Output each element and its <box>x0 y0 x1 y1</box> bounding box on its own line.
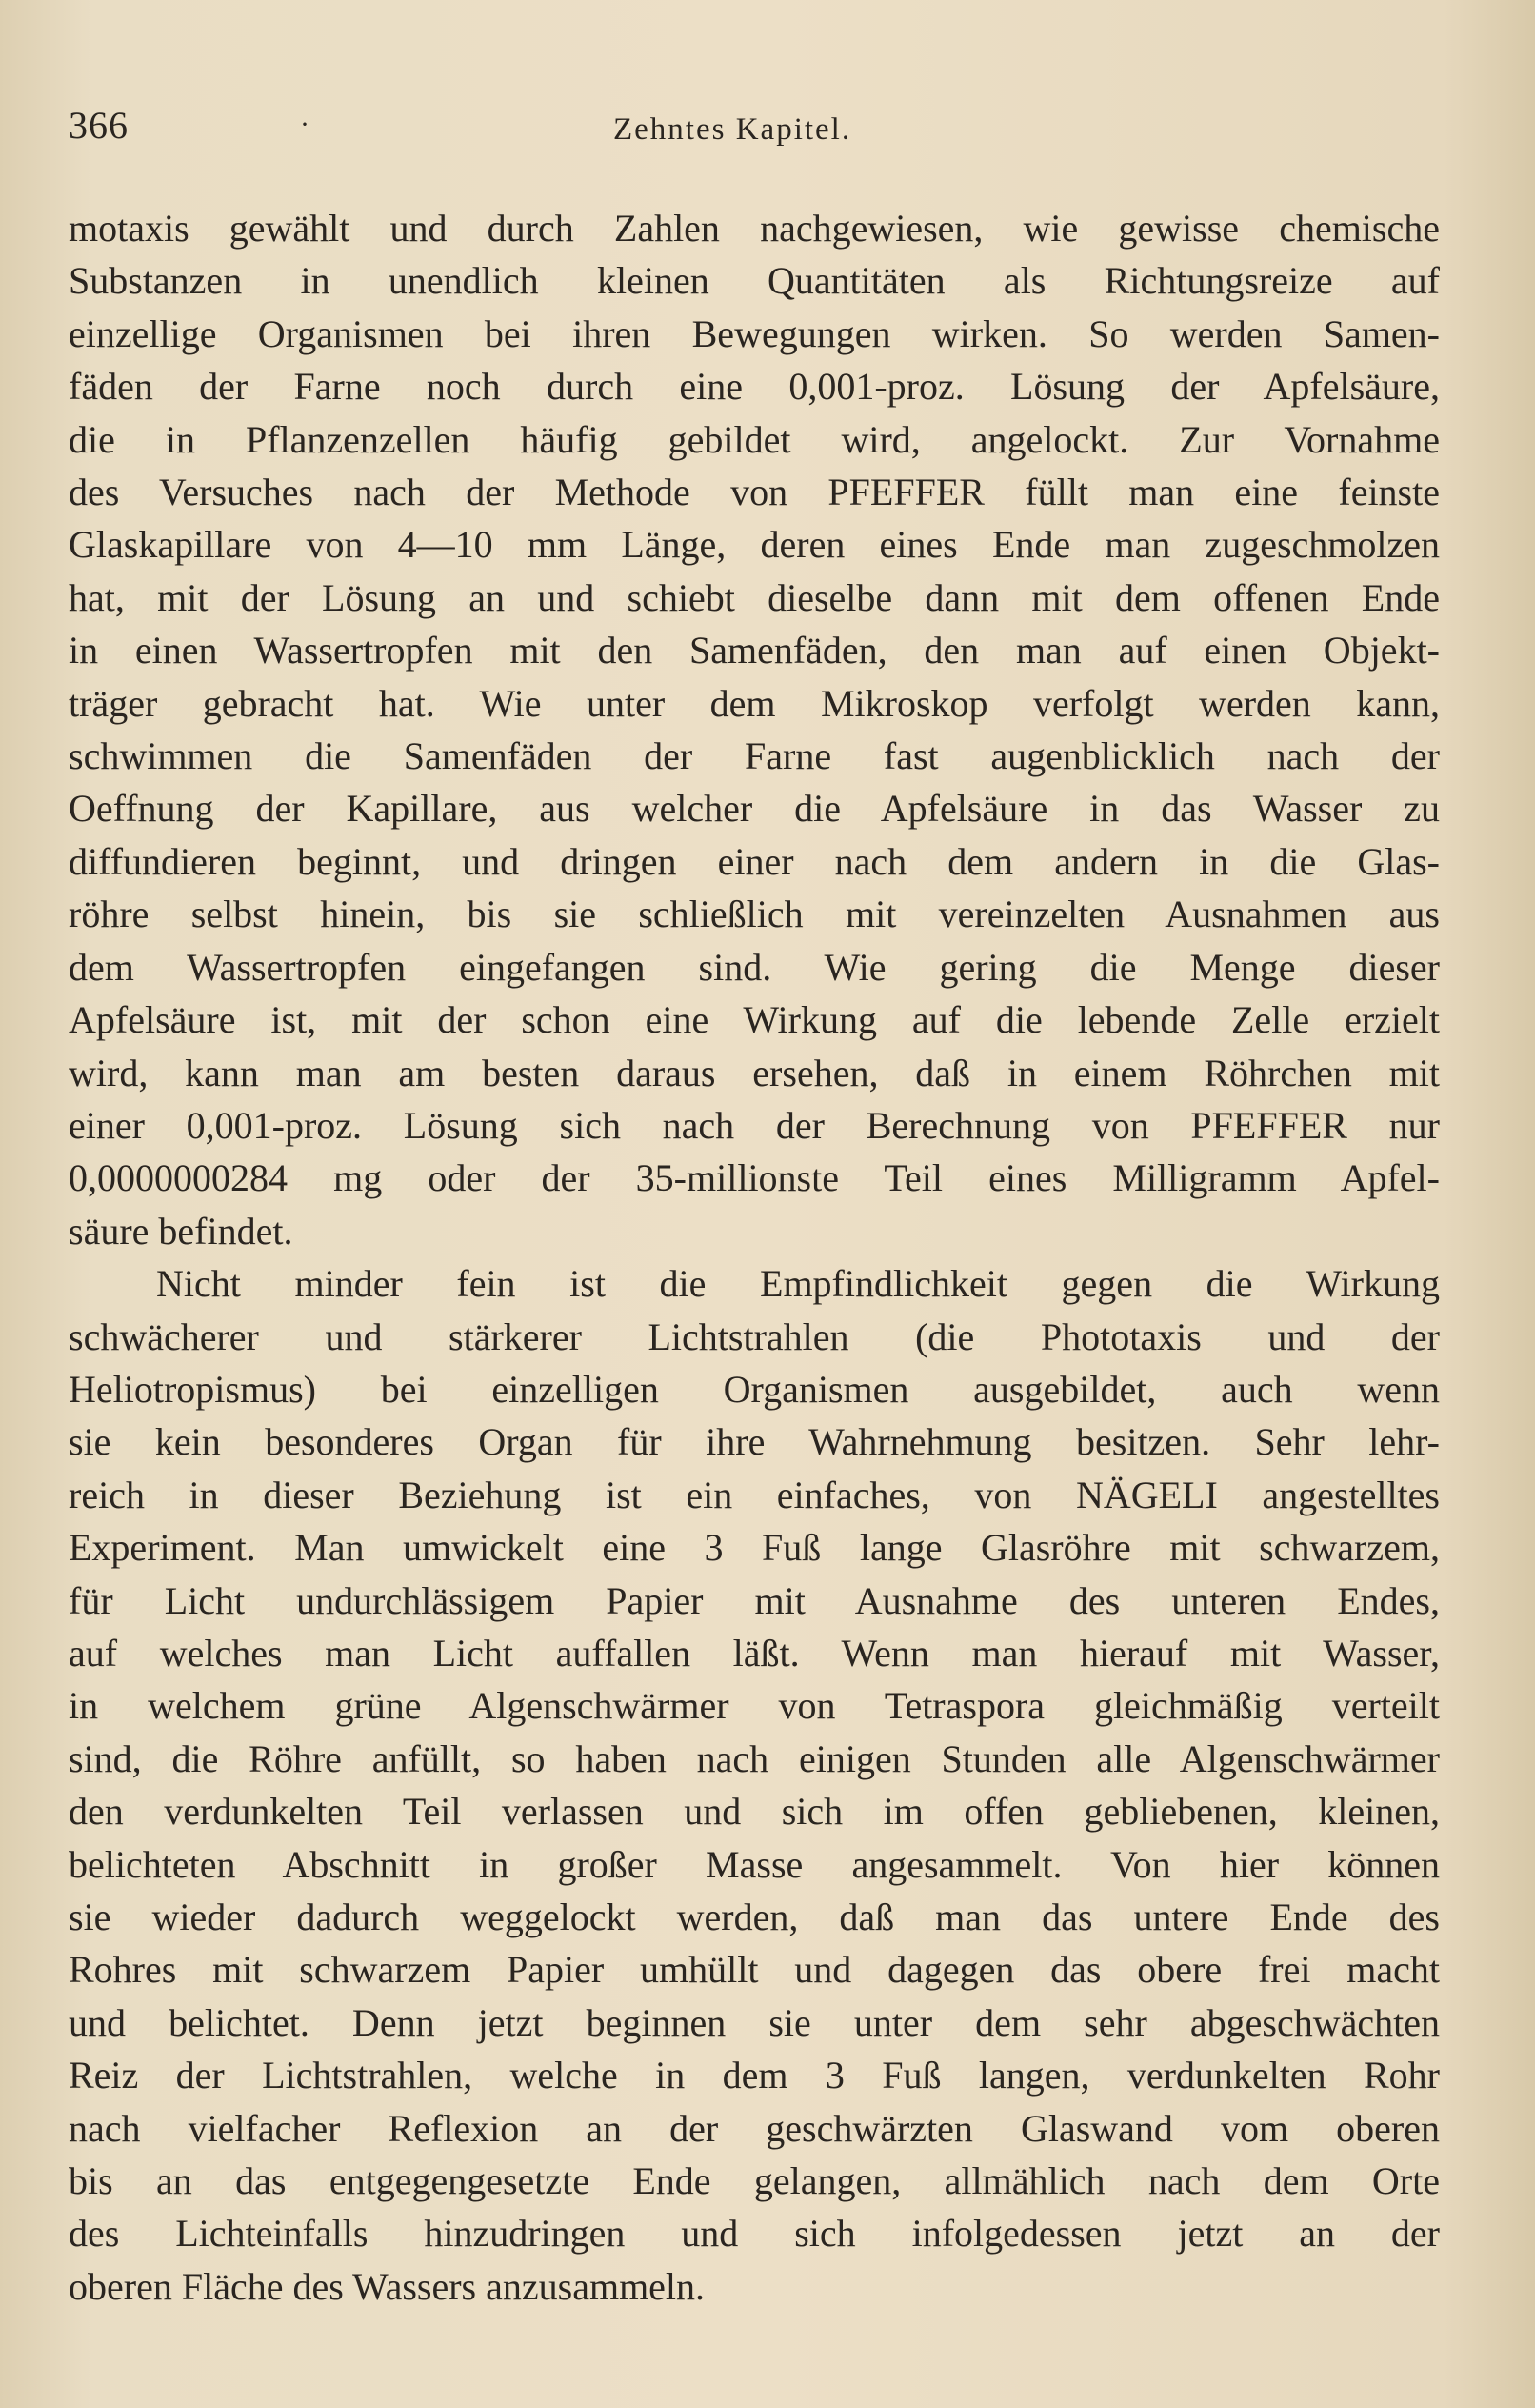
text-line: Heliotropismus) bei einzelligen Organismen ausgebildet, auch wenn <box>69 1367 1440 1411</box>
text-line: Substanzen in unendlich kleinen Quantitäten als Richtungsreize auf <box>69 259 1440 303</box>
text-line: Experiment. Man umwickelt eine 3 Fuß lange Glasröhre mit schwarzem, <box>69 1526 1440 1570</box>
text-line: einzellige Organismen bei ihren Bewegungen wirken. So werden Samen- <box>69 311 1440 355</box>
chapter-title: Zehntes Kapitel. <box>613 112 852 147</box>
text-line: in welchem grüne Algenschwärmer von Tetraspora gleichmäßig verteilt <box>69 1684 1440 1728</box>
text-line: sind, die Röhre anfüllt, so haben nach einigen Stunden alle Algenschwärmer <box>69 1736 1440 1780</box>
text-line: Nicht minder fein ist die Empfindlichkeit gegen die Wirkung <box>156 1262 1440 1306</box>
text-line: die in Pflanzenzellen häufig gebildet wird, angelockt. Zur Vornahme <box>69 417 1440 461</box>
text-line: einer 0,001-proz. Lösung sich nach der Berechnung von PFEFFER nur <box>69 1103 1440 1147</box>
text-line: den verdunkelten Teil verlassen und sich im offen gebliebenen, kleinen, <box>69 1790 1440 1834</box>
text-line: sie wieder dadurch weggelockt werden, daß man das untere Ende des <box>69 1896 1440 1938</box>
text-line: motaxis gewählt und durch Zahlen nachgewiesen, wie gewisse chemische <box>69 207 1440 250</box>
text-line: nach vielfacher Reflexion an der geschwärzten Glaswand vom oberen <box>69 2106 1440 2150</box>
text-line: schwächerer und stärkerer Lichtstrahlen (die Phototaxis und der <box>69 1314 1440 1358</box>
text-line: diffundieren beginnt, und dringen einer nach dem andern in die Glas- <box>69 839 1440 883</box>
text-line: des Lichteinfalls hinzudringen und sich infolgedessen jetzt an der <box>69 2212 1440 2256</box>
text-line: und belichtet. Denn jetzt beginnen sie unter dem sehr abgeschwächten <box>69 2000 1440 2044</box>
text-line: sie kein besonderes Organ für ihre Wahrnehmung besitzen. Sehr lehr- <box>69 1420 1440 1464</box>
text-line: in einen Wassertropfen mit den Samenfäden, den man auf einen Objekt- <box>69 629 1440 672</box>
text-line: dem Wassertropfen eingefangen sind. Wie gering die Menge dieser <box>69 945 1440 989</box>
text-line: reich in dieser Beziehung ist ein einfaches, von NÄGELI angestelltes <box>69 1473 1440 1516</box>
header-dot: · <box>300 109 309 140</box>
text-line: schwimmen die Samenfäden der Farne fast augenblicklich nach der <box>69 734 1440 778</box>
text-line: träger gebracht hat. Wie unter dem Mikroskop verfolgt werden kann, <box>69 681 1440 725</box>
text-line: auf welches man Licht auffallen läßt. Wenn man hierauf mit Wasser, <box>69 1631 1440 1675</box>
text-line: des Versuches nach der Methode von PFEFFER füllt man eine feinste <box>69 471 1440 514</box>
text-line: 0,0000000284 mg oder der 35-millionste Teil eines Milligramm Apfel- <box>69 1156 1440 1200</box>
text-line: hat, mit der Lösung an und schiebt dieselbe dann mit dem offenen Ende <box>69 575 1440 619</box>
text-line: wird, kann man am besten daraus ersehen, daß in einem Röhrchen mit <box>69 1051 1440 1094</box>
page-number: 366 <box>69 104 129 147</box>
text-line: für Licht undurchlässigem Papier mit Ausnahme des unteren Endes, <box>69 1578 1440 1622</box>
text-line: Apfelsäure ist, mit der schon eine Wirkung auf die lebende Zelle erzielt <box>69 998 1440 1042</box>
text-line: bis an das entgegengesetzte Ende gelangen, allmählich nach dem Orte <box>69 2159 1440 2203</box>
text-line: belichteten Abschnitt in großer Masse angesammelt. Von hier können <box>69 1842 1440 1886</box>
running-head <box>69 103 1440 160</box>
text-line: oberen Fläche des Wassers anzusammeln. <box>69 2264 706 2308</box>
text-line: Rohres mit schwarzem Papier umhüllt und dagegen das obere frei macht <box>69 1948 1440 1992</box>
text-line: Glaskapillare von 4—10 mm Länge, deren eines Ende man zugeschmolzen <box>69 523 1440 567</box>
text-line: Reiz der Lichtstrahlen, welche in dem 3 Fuß langen, verdunkelten Rohr <box>69 2054 1440 2097</box>
text-line: säure befindet. <box>69 1209 293 1253</box>
text-line: Oeffnung der Kapillare, aus welcher die Apfelsäure in das Wasser zu <box>69 787 1440 831</box>
text-line: fäden der Farne noch durch eine 0,001-proz. Lösung der Apfelsäure, <box>69 365 1440 409</box>
body-text <box>69 202 1440 2313</box>
text-line: röhre selbst hinein, bis sie schließlich mit vereinzelten Ausnahmen aus <box>69 893 1440 936</box>
